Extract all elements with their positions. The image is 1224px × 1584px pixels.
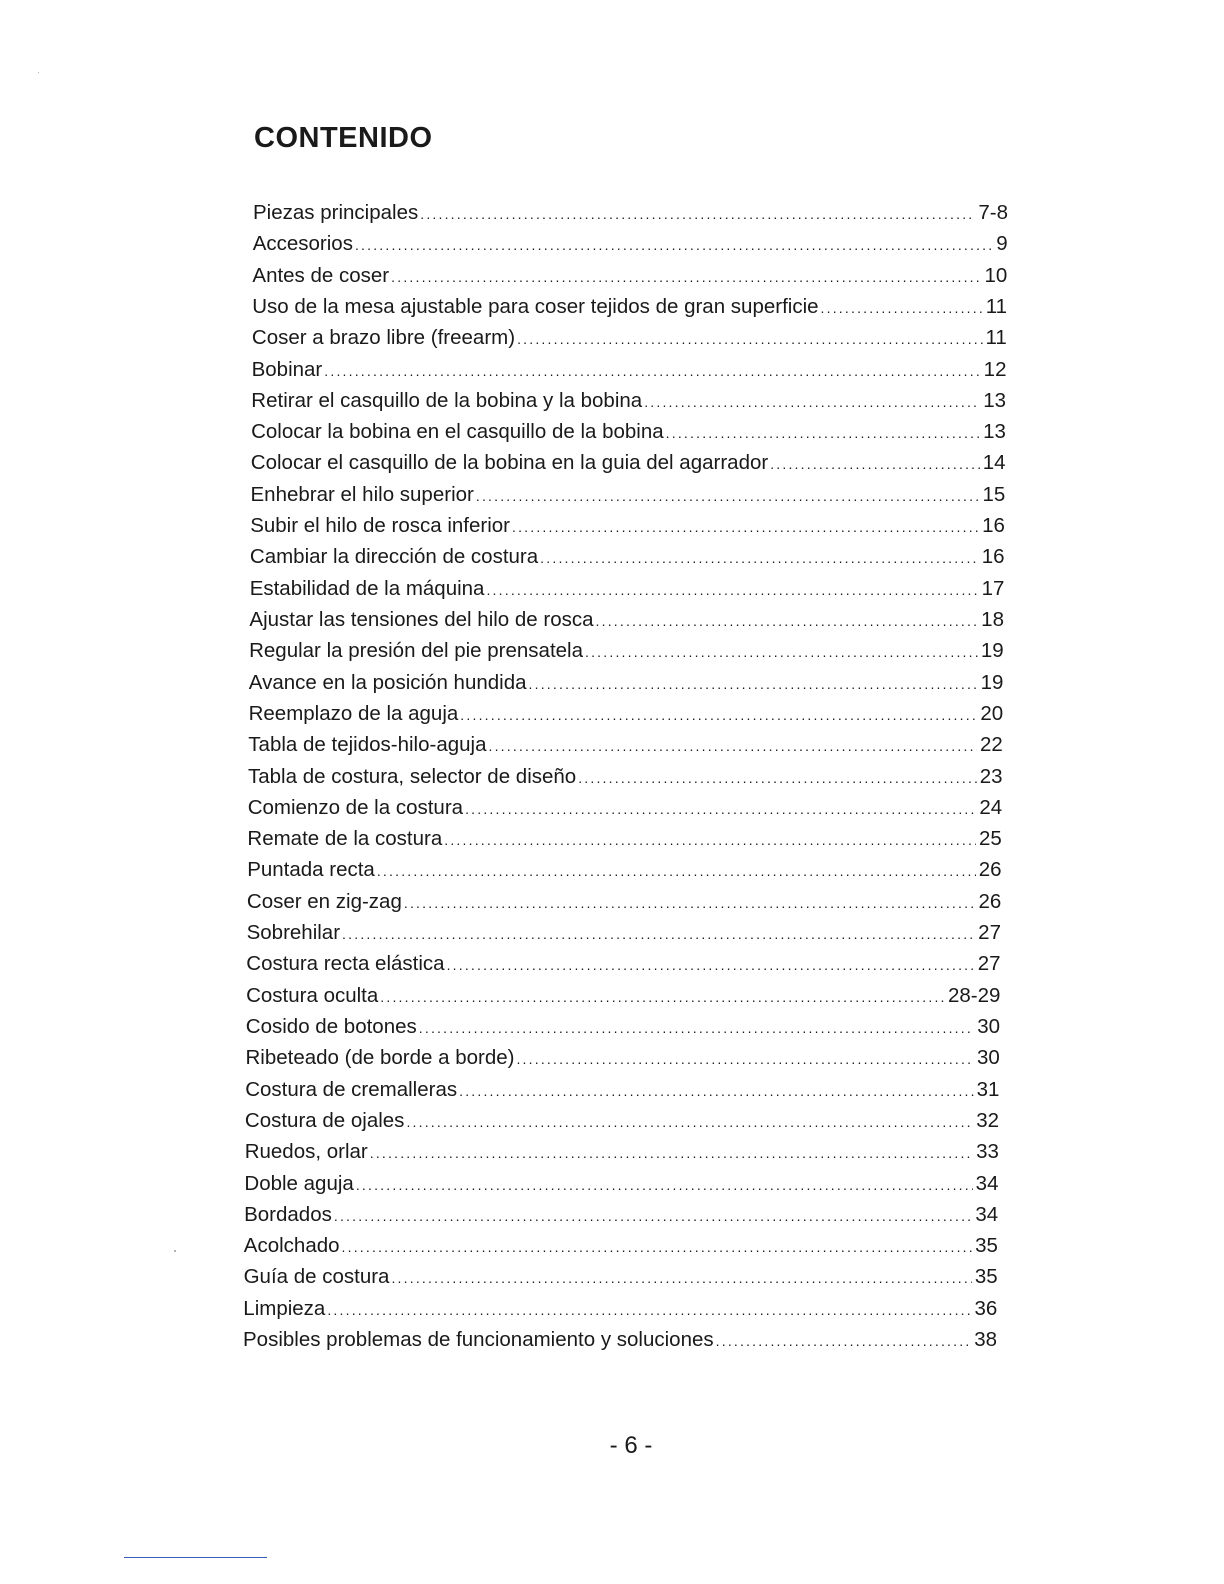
toc-entry-page: 34 <box>975 1171 999 1195</box>
toc-entry-label: Retirar el casquillo de la bobina y la bobina <box>251 388 643 412</box>
footer-rule <box>124 1557 267 1558</box>
toc-entry-label: Guía de costura <box>243 1265 390 1289</box>
toc-entry-label: Avance en la posición hundida <box>248 670 527 694</box>
toc-entry-page: 12 <box>983 357 1007 381</box>
toc-entry-page: 30 <box>976 1046 1000 1070</box>
toc-entry-page: 30 <box>977 1014 1001 1038</box>
toc-leader-dots <box>644 388 980 416</box>
toc-entry-page: 27 <box>978 921 1001 944</box>
toc-leader-dots <box>666 419 980 447</box>
toc-entry <box>253 230 1008 258</box>
toc-leader-dots <box>488 732 977 760</box>
toc-entry <box>250 543 1005 571</box>
toc-entry <box>245 1138 999 1166</box>
toc-entry-page: 33 <box>976 1140 999 1164</box>
toc-entry-label: Costura recta elástica <box>246 952 445 976</box>
toc-entry <box>247 825 1001 853</box>
scan-speck <box>38 72 39 73</box>
toc-entry <box>245 1076 999 1104</box>
toc-entry-page: 9 <box>996 232 1008 256</box>
toc-leader-dots <box>596 607 979 635</box>
toc-entry-page: 27 <box>977 952 1001 976</box>
toc-entry-label: Enhebrar el hilo superior <box>250 482 474 506</box>
toc-entry-label: Tabla de tejidos-hilo-aguja <box>248 733 487 757</box>
toc-entry <box>251 418 1006 446</box>
toc-leader-dots <box>444 826 976 854</box>
toc-entry-label: Costura de cremalleras <box>245 1077 458 1101</box>
toc-entry <box>243 1295 997 1323</box>
toc-entry-page: 38 <box>974 1328 997 1351</box>
toc-entry-label: Cambiar la dirección de costura <box>249 545 539 569</box>
toc-leader-dots <box>512 513 979 541</box>
toc-entry <box>249 700 1004 728</box>
toc-entry-page: 10 <box>984 263 1008 287</box>
toc-entry-page: 7-8 <box>978 201 1008 224</box>
toc-entry-page: 22 <box>979 733 1003 757</box>
toc-entry <box>249 637 1004 665</box>
toc-entry-page: 13 <box>983 420 1006 444</box>
toc-leader-dots <box>716 1327 972 1355</box>
toc-entry-label: Coser en zig-zag <box>246 889 402 913</box>
toc-entry-label: Costura oculta <box>246 983 379 1007</box>
toc-entry-label: Regular la presión del pie prensatela <box>249 639 583 663</box>
toc-entry-label: Limpieza <box>243 1296 326 1320</box>
toc-entry <box>252 324 1007 352</box>
toc-entry <box>251 449 1006 477</box>
toc-entry-page: 36 <box>974 1296 998 1320</box>
toc-entry <box>252 293 1007 321</box>
toc-entry-label: Colocar el casquillo de la bobina en la guia del agarrador <box>250 451 769 475</box>
toc-entry-label: Reemplazo de la aguja <box>248 701 459 725</box>
toc-leader-dots <box>821 294 983 322</box>
toc-leader-dots <box>404 889 976 917</box>
toc-leader-dots <box>327 1296 971 1324</box>
toc-leader-dots <box>324 357 980 385</box>
page-title: CONTENIDO <box>254 122 433 154</box>
toc-entry <box>244 1170 998 1198</box>
toc-entry-page: 11 <box>985 294 1008 318</box>
toc-leader-dots <box>447 951 975 979</box>
toc-entry <box>247 888 1001 916</box>
toc-entry-label: Costura de ojales <box>244 1108 405 1132</box>
toc-entry-page: 35 <box>975 1234 998 1258</box>
toc-entry-label: Tabla de costura, selector de diseño <box>248 764 577 788</box>
toc-entry <box>248 731 1003 759</box>
toc-leader-dots <box>377 857 976 885</box>
toc-entry <box>245 1107 999 1135</box>
toc-entry-label: Bordados <box>244 1202 332 1226</box>
toc-entry <box>250 575 1005 603</box>
toc-leader-dots <box>459 1077 973 1105</box>
toc-leader-dots <box>460 701 977 729</box>
toc-leader-dots <box>465 795 976 823</box>
toc-entry-label: Bobinar <box>251 357 323 381</box>
toc-entry-page: 26 <box>978 858 1002 882</box>
toc-entry-label: Estabilidad de la máquina <box>249 576 485 600</box>
toc-entry-page: 17 <box>981 576 1005 600</box>
toc-entry-label: Ruedos, orlar <box>244 1140 368 1164</box>
toc-leader-dots <box>420 200 975 228</box>
toc-entry <box>251 387 1006 415</box>
toc-entry-page: 18 <box>981 608 1004 631</box>
toc-entry-page: 19 <box>980 639 1004 663</box>
toc-entry <box>244 1263 998 1291</box>
toc-leader-dots <box>585 638 978 666</box>
toc-leader-dots <box>391 1264 971 1292</box>
toc-entry <box>247 919 1001 947</box>
toc-entry <box>243 1326 997 1354</box>
toc-leader-dots <box>406 1108 973 1136</box>
toc-entry-label: Subir el hilo de rosca inferior <box>250 514 510 538</box>
toc-entry-page: 20 <box>980 701 1004 725</box>
toc-entry-label: Sobrehilar <box>246 921 341 944</box>
toc-entry <box>251 481 1006 509</box>
toc-leader-dots <box>770 450 980 478</box>
toc-entry-page: 14 <box>982 451 1006 475</box>
toc-entry-label: Puntada recta <box>247 858 375 882</box>
toc-entry-label: Ajustar las tensiones del hilo de rosca <box>249 608 594 631</box>
toc-entry <box>250 512 1005 540</box>
toc-leader-dots <box>334 1202 973 1230</box>
toc-entry-page: 34 <box>975 1202 999 1226</box>
toc-entry-page: 25 <box>978 827 1002 851</box>
toc-entry-page: 35 <box>974 1265 998 1289</box>
toc-entry-page: 11 <box>985 326 1007 350</box>
toc-leader-dots <box>476 482 980 510</box>
toc-leader-dots <box>540 544 979 572</box>
toc-entry-label: Doble aguja <box>244 1171 354 1195</box>
toc-leader-dots <box>391 263 981 291</box>
toc-entry <box>246 982 1000 1010</box>
toc-entry-label: Ribeteado (de borde a borde) <box>245 1046 515 1070</box>
toc-entry-page: 23 <box>979 764 1003 788</box>
toc-entry <box>248 763 1003 791</box>
toc-entry <box>246 950 1000 978</box>
toc-entry-label: Accesorios <box>252 232 353 256</box>
toc-entry <box>252 356 1007 384</box>
toc-entry-page: 19 <box>980 670 1004 694</box>
toc-entry <box>244 1201 998 1229</box>
toc-entry-page: 32 <box>976 1108 1000 1132</box>
toc-entry <box>246 1013 1000 1041</box>
toc-leader-dots <box>578 764 976 792</box>
toc-entry <box>247 856 1001 884</box>
scan-speck <box>174 1250 176 1252</box>
toc-entry-page: 26 <box>978 889 1002 913</box>
toc-entry-page: 28-29 <box>947 983 1001 1007</box>
toc-entry-label: Acolchado <box>243 1234 340 1258</box>
toc-leader-dots <box>356 1171 973 1199</box>
toc-leader-dots <box>342 1233 973 1261</box>
toc-entry-label: Colocar la bobina en el casquillo de la bobina <box>251 420 664 444</box>
toc-leader-dots <box>370 1139 973 1167</box>
toc-entry <box>253 199 1008 227</box>
toc-entry-page: 24 <box>979 795 1003 819</box>
toc-leader-dots <box>355 231 993 259</box>
toc-leader-dots <box>529 670 978 698</box>
toc-entry-label: Comienzo de la costura <box>247 795 464 819</box>
toc-entry-label: Remate de la costura <box>247 827 443 851</box>
toc-entry <box>248 794 1003 822</box>
toc-entry <box>244 1232 998 1260</box>
toc-leader-dots <box>380 983 945 1011</box>
toc-entry <box>249 606 1004 634</box>
toc-entry-label: Cosido de botones <box>245 1014 417 1038</box>
toc-entry-label: Piezas principales <box>253 201 419 224</box>
toc-entry <box>252 262 1007 290</box>
toc-entry-page: 16 <box>981 545 1005 569</box>
toc-entry-page: 16 <box>982 514 1005 538</box>
toc-entry <box>249 669 1004 697</box>
toc-leader-dots <box>517 325 982 353</box>
toc-entry-label: Antes de coser <box>252 263 390 287</box>
toc-entry-page: 31 <box>976 1077 1000 1101</box>
toc-entry-page: 13 <box>983 388 1007 412</box>
toc-entry-label: Coser a brazo libre (freearm) <box>251 326 516 350</box>
toc-leader-dots <box>516 1045 974 1073</box>
toc-leader-dots <box>419 1014 975 1042</box>
toc-leader-dots <box>342 920 975 948</box>
page-number: - 6 - <box>609 1432 653 1459</box>
toc-entry-page: 15 <box>982 482 1006 506</box>
toc-entry-label: Uso de la mesa ajustable para coser tejidos de gran superficie <box>252 294 819 318</box>
toc-leader-dots <box>486 576 978 604</box>
toc-entry-label: Posibles problemas de funcionamiento y soluciones <box>243 1328 714 1351</box>
toc-entry <box>246 1044 1000 1072</box>
